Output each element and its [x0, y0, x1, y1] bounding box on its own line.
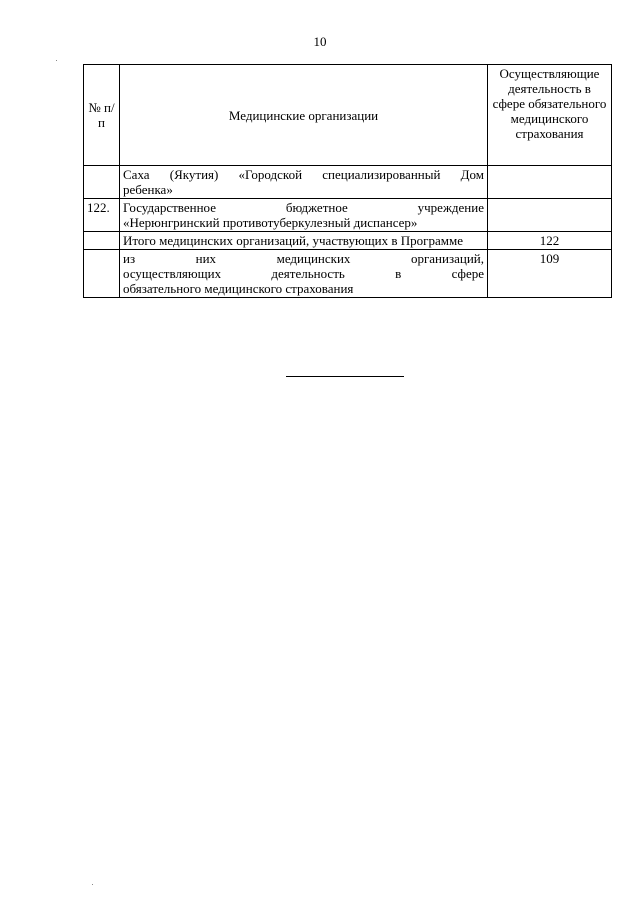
header-number: № п/п: [84, 65, 120, 166]
oms-label-line: из них медицинских организаций,: [123, 251, 484, 266]
oms-number: [84, 250, 120, 298]
org-line: «Нерюнгринский противотуберкулезный диспансер»: [123, 215, 418, 230]
table-row: [84, 199, 612, 232]
oms-label-line: осуществляющих деятельность в сфере: [123, 266, 484, 281]
oms-label-line: обязательного медицинского страхования: [123, 281, 354, 296]
header-organizations: Медицинские организации: [120, 65, 488, 166]
scan-speck: [92, 884, 93, 885]
end-rule: [286, 376, 404, 377]
total-value: 122: [488, 232, 612, 250]
row-number: [84, 166, 120, 199]
org-line: Саха (Якутия) «Городской специализированный Дом: [123, 167, 484, 182]
row-activity: [488, 199, 612, 232]
total-row: [84, 232, 612, 250]
row-activity: [488, 166, 612, 199]
oms-value: 109: [488, 250, 612, 298]
page-number: 10: [313, 34, 327, 49]
org-line: Государственное бюджетное учреждение: [123, 200, 484, 215]
oms-label: [120, 250, 488, 298]
total-number: [84, 232, 120, 250]
scan-speck: [56, 60, 57, 61]
row-organization: [120, 199, 488, 232]
row-organization: [120, 166, 488, 199]
total-label: Итого медицинских организаций, участвующих в Программе: [120, 232, 488, 250]
oms-row: [84, 250, 612, 298]
table-row: [84, 166, 612, 199]
table-header-row: [84, 65, 612, 166]
row-number: 122.: [84, 199, 120, 232]
organizations-table: [83, 64, 612, 298]
org-line: ребенка»: [123, 182, 173, 197]
header-oms-activity: Осуществляющие деятельность в сфере обязательного медицинского страхования: [488, 65, 612, 166]
